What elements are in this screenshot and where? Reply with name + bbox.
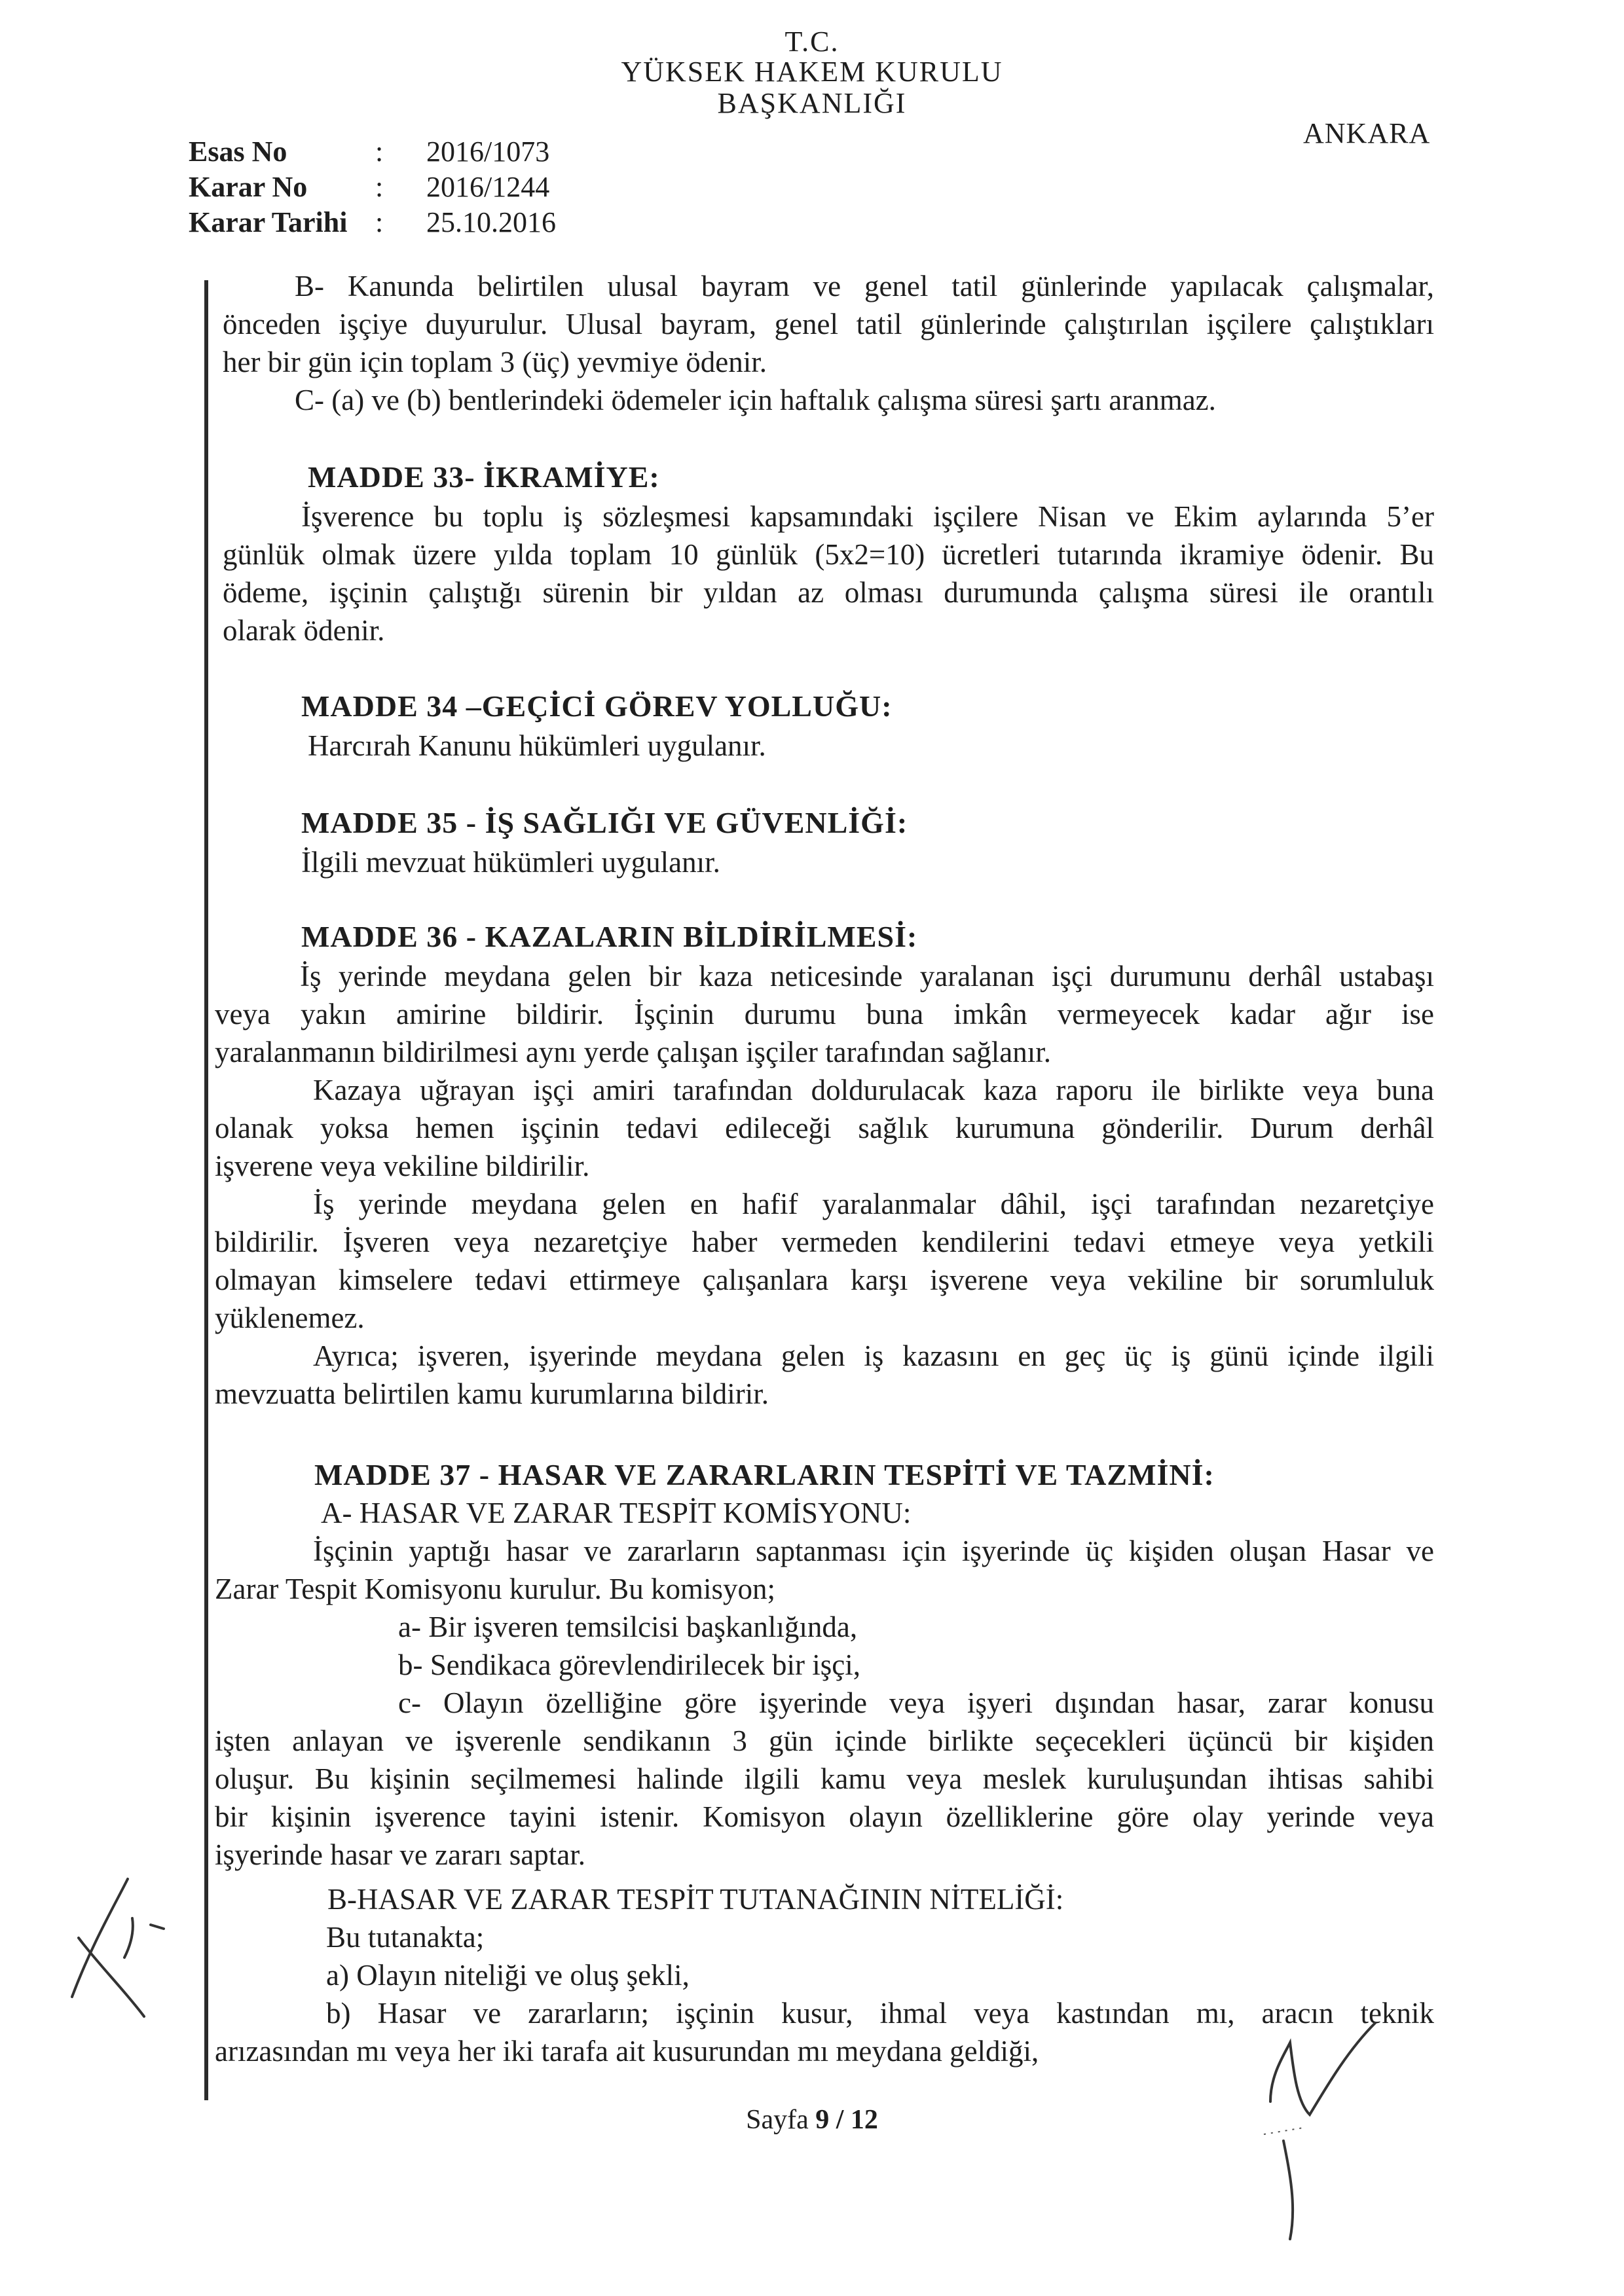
meta-label: Esas No — [189, 136, 287, 168]
paragraph-line: veya yakın amirine bildirir. İşçinin durumu buna imkân vermeyecek kadar ağır ise — [215, 998, 1434, 1030]
list-item: b) Hasar ve zararların; işçinin kusur, ihmal veya kastından mı, aracın teknik — [326, 1997, 1434, 2030]
list-item: b- Sendikaca görevlendirilecek bir işçi, — [398, 1649, 860, 1681]
list-item: a- Bir işveren temsilcisi başkanlığında, — [398, 1611, 858, 1643]
paragraph-line: günlük olmak üzere yılda toplam 10 günlük (5x2=10) ücretleri tutarında ikramiye ödenir. Bu — [223, 538, 1434, 571]
page-prefix: Sayfa — [746, 2105, 816, 2135]
meta-value: 2016/1073 — [426, 136, 550, 168]
paragraph-line: yaralanmanın bildirilmesi aynı yerde çalışan işçiler tarafından sağlanır. — [215, 1036, 1052, 1068]
paragraph-line: Zarar Tespit Komisyonu kurulur. Bu komisyon; — [215, 1573, 775, 1605]
meta-row-tarih — [189, 206, 556, 239]
list-item: c- Olayın özelliğine göre işyerinde veya işyeri dışından hasar, zarar konusu — [398, 1686, 1434, 1719]
article-33-paragraph — [223, 498, 1434, 649]
meta-sep: : — [375, 136, 384, 168]
header-presidency: BAŞKANLIĞI — [717, 87, 907, 119]
page-current: 9 — [815, 2105, 830, 2135]
paragraph-line: işverene veya vekiline bildirilir. — [215, 1150, 590, 1182]
article-32-b-paragraph — [223, 267, 1434, 419]
paragraph-line: İş yerinde meydana gelen en hafif yaralanmalar dâhil, işçi tarafından nezaretçiye — [313, 1188, 1434, 1220]
article-37-subheading-a: A- HASAR VE ZARAR TESPİT KOMİSYONU: — [321, 1497, 912, 1529]
page-number — [0, 2104, 1624, 2136]
article-37-paragraph-a — [215, 1532, 1434, 1874]
header-institution: YÜKSEK HAKEM KURULU — [621, 56, 1003, 88]
paragraph-line: İş yerinde meydana gelen bir kaza neticesinde yaralanan işçi durumunu derhâl ustabaşı — [300, 960, 1434, 993]
paragraph-line: oluşur. Bu kişinin seçilmemesi halinde ilgili kamu veya meslek kuruluşundan ihtisas sahibi — [215, 1762, 1434, 1795]
margin-rule — [204, 280, 208, 2100]
meta-value: 25.10.2016 — [426, 206, 556, 238]
article-32-c-item: C- (a) ve (b) bentlerindeki ödemeler için haftalık çalışma süresi şartı aranmaz. — [295, 384, 1216, 416]
paragraph-line: B- Kanunda belirtilen ulusal bayram ve genel tatil günlerinde yapılacak çalışmalar, — [295, 270, 1434, 302]
paragraph-line: arızasından mı veya her iki tarafa ait kusurundan mı meydana geldiği, — [215, 2035, 1039, 2068]
paragraph-line: İşverence bu toplu iş sözleşmesi kapsamındaki işçilere Nisan ve Ekim aylarında 5’er — [301, 500, 1434, 533]
paragraph-line: Kazaya uğrayan işçi amiri tarafından doldurulacak kaza raporu ile birlikte veya buna — [313, 1074, 1434, 1106]
article-36-paragraph — [215, 957, 1434, 1413]
paragraph-line: Bu tutanakta; — [326, 1921, 485, 1954]
page-separator: / — [829, 2105, 851, 2135]
location-label: ANKARA — [1303, 117, 1431, 149]
article-34-title: MADDE 34 –GEÇİCİ GÖREV YOLLUĞU: — [301, 689, 893, 723]
meta-label: Karar No — [189, 171, 308, 203]
article-37-title: MADDE 37 - HASAR VE ZARARLARIN TESPİTİ VE TAZMİNİ: — [314, 1458, 1215, 1491]
meta-row-karar — [189, 170, 549, 204]
article-36-title: MADDE 36 - KAZALARIN BİLDİRİLMESİ: — [301, 920, 918, 953]
paragraph-line: Ayrıca; işveren, işyerinde meydana gelen iş kazasını en geç üç iş günü içinde ilgili — [313, 1339, 1434, 1372]
paragraph-line: olarak ödenir. — [223, 614, 385, 647]
article-35-text: İlgili mevzuat hükümleri uygulanır. — [301, 846, 720, 879]
paragraph-line: işten anlayan ve işverenle sendikanın 3 gün içinde birlikte seçecekleri üçüncü bir kişiden — [215, 1724, 1434, 1757]
page-total: 12 — [850, 2105, 878, 2135]
article-34-text: Harcırah Kanunu hükümleri uygulanır. — [308, 729, 766, 762]
paragraph-line: mevzuatta belirtilen kamu kurumlarına bildirir. — [215, 1377, 769, 1410]
meta-label: Karar Tarihi — [189, 206, 348, 238]
paragraph-line: her bir gün için toplam 3 (üç) yevmiye ödenir. — [223, 346, 767, 378]
handwritten-initial-left — [52, 1866, 183, 2036]
list-item: a) Olayın niteliği ve oluş şekli, — [326, 1959, 690, 1992]
paragraph-line: ödeme, işçinin çalıştığı sürenin bir yıldan az olması durumunda çalışma süresi ile orantılı — [223, 576, 1434, 609]
paragraph-line: olmayan kimselere tedavi ettirmeye çalışanlara karşı işverene veya vekiline bir sorumluluk — [215, 1264, 1434, 1296]
article-37-subheading-b: B-HASAR VE ZARAR TESPİT TUTANAĞININ NİTELİĞİ: — [327, 1883, 1064, 1916]
paragraph-line: İşçinin yaptığı hasar ve zararların saptanması için işyerinde üç kişiden oluşan Hasar ve — [313, 1535, 1434, 1567]
paragraph-line: işyerinde hasar ve zararı saptar. — [215, 1838, 585, 1871]
paragraph-line: yüklenemez. — [215, 1302, 365, 1334]
paragraph-line: bir kişinin işverence tayini istenir. Komisyon olayın özelliklerine göre olay yerinde veya — [215, 1800, 1434, 1833]
meta-value: 2016/1244 — [426, 171, 550, 203]
article-33-title: MADDE 33- İKRAMİYE: — [308, 460, 660, 494]
article-35-title: MADDE 35 - İŞ SAĞLIĞI VE GÜVENLİĞİ: — [301, 806, 908, 839]
meta-sep: : — [375, 206, 384, 238]
paragraph-line: olanak yoksa hemen işçinin tedavi edileceği sağlık kurumuna gönderilir. Durum derhâl — [215, 1112, 1434, 1144]
meta-sep: : — [375, 171, 384, 203]
meta-row-esas — [189, 135, 549, 168]
header-tc: T.C. — [784, 26, 840, 58]
paragraph-line: önceden işçiye duyurulur. Ulusal bayram, genel tatil günlerinde çalıştırılan işçilere çalıştıkları — [223, 308, 1434, 340]
paragraph-line: bildirilir. İşveren veya nezaretçiye haber vermeden kendilerini tedavi etmeye veya yetkili — [215, 1226, 1434, 1258]
